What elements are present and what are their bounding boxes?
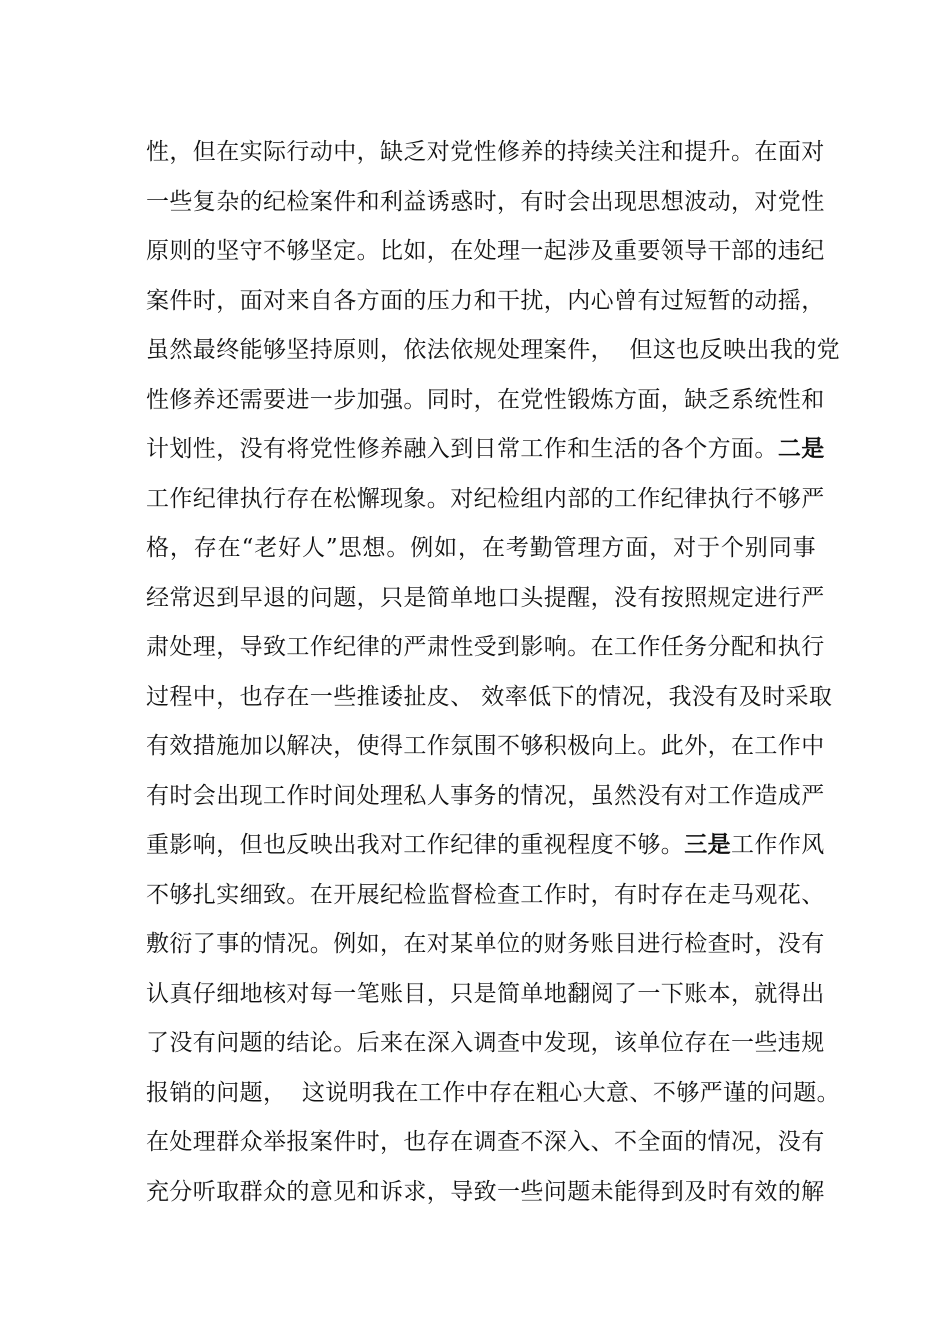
text-run: 报销的问题， 这说明我在工作中存在粗心大意、不够严谨的问题。 — [146, 1079, 841, 1106]
text-line — [146, 772, 825, 822]
text-line — [146, 128, 825, 178]
text-line — [146, 227, 825, 277]
text-run: 过程中，也存在一些推诿扯皮、 效率低下的情况，我没有及时采取 — [146, 683, 833, 710]
text-line — [146, 623, 825, 673]
text-line — [146, 574, 825, 624]
text-run: 原则的坚守不够坚定。比如，在处理一起涉及重要领导干部的违纪 — [146, 238, 825, 264]
text-run: 敷衍了事的情况。例如，在对某单位的财务账目进行检查时，没有 — [146, 931, 825, 957]
text-line — [146, 1019, 825, 1069]
text-run: 重影响，但也反映出我对工作纪律的重视程度不够。 — [146, 832, 685, 858]
text-line — [146, 376, 825, 426]
text-run: 充分听取群众的意见和诉求，导致一些问题未能得到及时有效的解 — [146, 1178, 825, 1205]
text-run: 性，但在实际行动中，缺乏对党性修养的持续关注和提升。在面对 — [146, 139, 825, 165]
text-line — [146, 970, 825, 1020]
text-run: 肃处理，导致工作纪律的严肃性受到影响。在工作任务分配和执行 — [146, 634, 825, 660]
text-run: 虽然最终能够坚持原则，依法依规处理案件， 但这也反映出我的党 — [146, 337, 841, 363]
point-marker-two: 二是 — [777, 436, 825, 462]
text-run: 格，存在“老好人”思想。例如，在考勤管理方面，对于个别同事 — [146, 535, 816, 561]
text-line — [146, 673, 833, 723]
text-line — [146, 722, 825, 772]
body-text — [146, 128, 841, 1217]
text-run: 经常迟到早退的问题，只是简单地口头提醒，没有按照规定进行严 — [146, 584, 825, 611]
point-marker-three: 三是 — [684, 832, 732, 858]
text-line — [146, 425, 825, 475]
text-line — [146, 475, 825, 525]
text-line — [146, 326, 841, 376]
text-run: 不够扎实细致。在开展纪检监督检查工作时，有时存在走马观花、 — [146, 881, 825, 908]
text-run: 工作作风 — [731, 832, 825, 858]
text-line — [146, 920, 825, 970]
text-line — [146, 871, 825, 921]
text-run: 工作纪律执行存在松懈现象。对纪检组内部的工作纪律执行不够严 — [146, 485, 825, 512]
text-line — [146, 1118, 825, 1168]
text-line — [146, 1168, 825, 1218]
text-line — [146, 524, 816, 574]
text-run: 了没有问题的结论。后来在深入调查中发现，该单位存在一些违规 — [146, 1030, 825, 1056]
text-run: 有效措施加以解决，使得工作氛围不够积极向上。此外，在工作中 — [146, 733, 825, 759]
text-run: 在处理群众举报案件时，也存在调查不深入、不全面的情况，没有 — [146, 1129, 825, 1155]
text-run: 认真仔细地核对每一笔账目，只是简单地翻阅了一下账本，就得出 — [146, 980, 825, 1007]
text-run: 计划性，没有将党性修养融入到日常工作和生活的各个方面。 — [146, 436, 778, 462]
text-run: 一些复杂的纪检案件和利益诱惑时，有时会出现思想波动，对党性 — [146, 188, 825, 215]
text-run: 案件时，面对来自各方面的压力和干扰，内心曾有过短暂的动摇， — [146, 287, 825, 314]
text-line — [146, 178, 825, 228]
text-line — [146, 1069, 841, 1119]
text-line — [146, 277, 825, 327]
text-run: 有时会出现工作时间处理私人事务的情况，虽然没有对工作造成严 — [146, 782, 825, 809]
text-run: 性修养还需要进一步加强。同时，在党性锻炼方面，缺乏系统性和 — [146, 386, 825, 413]
text-line — [146, 821, 825, 871]
